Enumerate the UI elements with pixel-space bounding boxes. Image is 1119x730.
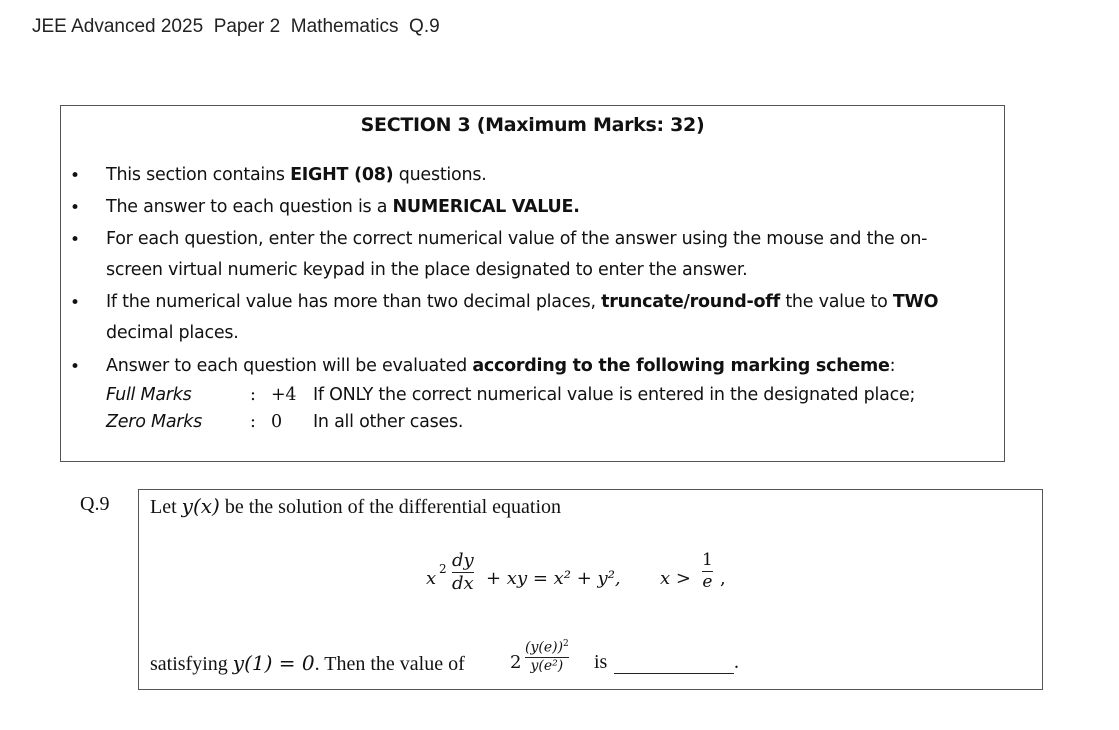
period: . <box>734 651 739 673</box>
marking-value: +4 <box>271 385 297 405</box>
answer-blank <box>614 673 734 674</box>
ratio-fraction: $(y(e))^2$ y(e²) <box>525 639 569 675</box>
bullet-icon: • <box>69 357 81 377</box>
marking-colon: : <box>250 412 256 432</box>
marking-colon: : <box>250 385 256 405</box>
instruction-2: The answer to each question is a NUMERICAL VALUE. <box>106 197 580 217</box>
question-text-line2: satisfying y(1) = 0. Then the value of <box>150 651 465 675</box>
bullet-icon: • <box>69 198 81 218</box>
marking-description: If ONLY the correct numerical value is entered in the designated place; <box>313 385 916 405</box>
section-heading: SECTION 3 (Maximum Marks: 32) <box>360 114 705 136</box>
one-over-e-fraction: 1 e <box>702 550 713 592</box>
dy-dx-fraction: dy dx <box>452 550 474 594</box>
marking-description: In all other cases. <box>313 412 464 432</box>
instruction-1: This section contains EIGHT (08) questions. <box>106 165 487 185</box>
bullet-icon: • <box>69 166 81 186</box>
marking-value: 0 <box>271 412 282 432</box>
instruction-3: For each question, enter the correct numerical value of the answer using the mouse and the on-screen virtual numeric keypad in the place designated to enter the answer. <box>106 229 928 280</box>
question-text-line1: Let y(x) be the solution of the differential equation <box>150 494 562 518</box>
instruction-4: If the numerical value has more than two decimal places, truncate/round-off the value to TWO decimal places. <box>106 292 939 343</box>
instruction-5: Answer to each question will be evaluated according to the following marking scheme: <box>106 356 896 376</box>
marking-name: Zero Marks <box>106 412 202 432</box>
page-title: JEE Advanced 2025 Paper 2 Mathematics Q.9 <box>32 16 440 37</box>
bullet-icon: • <box>69 293 81 313</box>
marking-name: Full Marks <box>106 385 192 405</box>
question-number: Q.9 <box>80 493 110 515</box>
bullet-icon: • <box>69 230 81 250</box>
